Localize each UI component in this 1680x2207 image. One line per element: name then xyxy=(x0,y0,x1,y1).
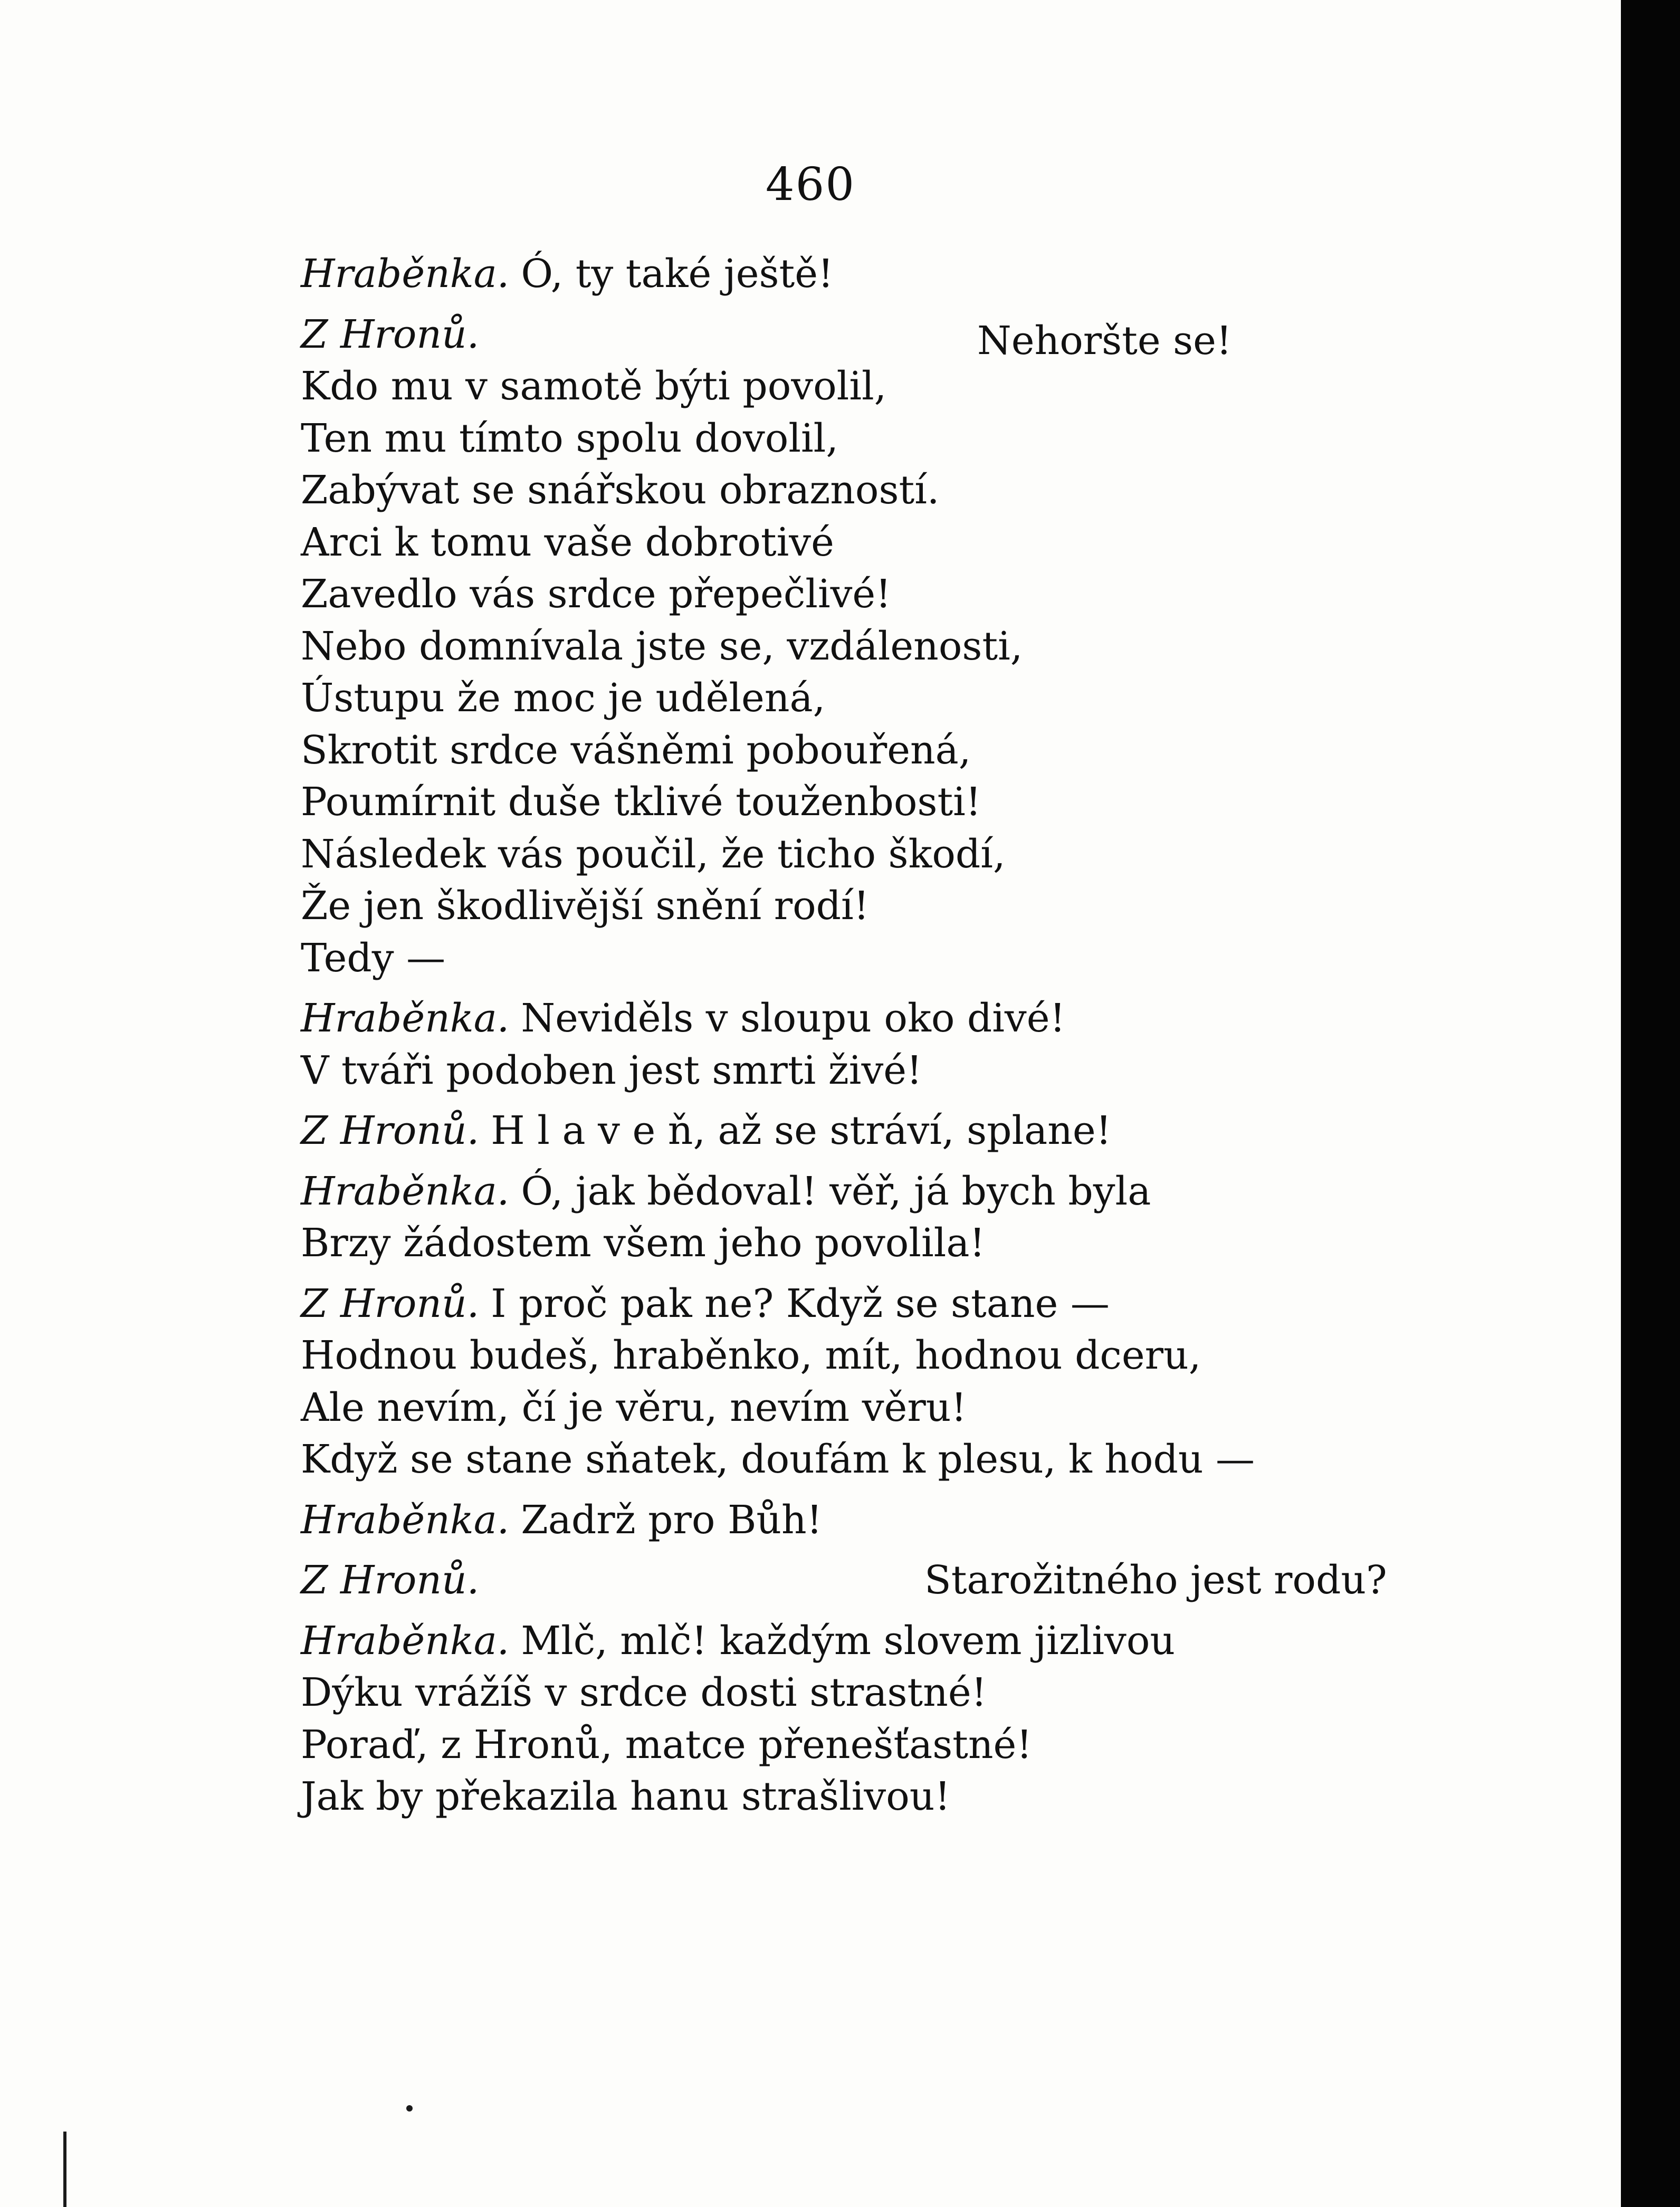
dialogue-text-line: Starožitného jest rodu? xyxy=(924,1558,1387,1603)
dialogue-text xyxy=(301,248,1472,1823)
speaker-name: Hraběnka. xyxy=(301,1168,510,1214)
dialogue-text-line: Ó, ty také ještě! xyxy=(521,251,834,297)
verse-line: Arci k tomu vaše dobrotivé xyxy=(301,519,834,565)
dialogue-line xyxy=(301,1494,1472,1546)
verse-line: Zabývat se snářskou obrazností. xyxy=(301,467,940,513)
dialogue-line xyxy=(301,1165,1472,1218)
verse-line: Že jen škodlivější snění rodí! xyxy=(301,883,870,929)
verse-line: V tváři podoben jest smrti živé! xyxy=(301,1047,922,1093)
verse-line: Zavedlo vás srdce přepečlivé! xyxy=(301,571,891,617)
binding-edge-mark xyxy=(63,2132,66,2207)
scan-edge xyxy=(1621,0,1680,2207)
verse-line: Poraď, z Hronů, matce přenešťastné! xyxy=(301,1722,1033,1767)
dialogue-text-line: Nehoršte se! xyxy=(977,318,1232,364)
verse-line: Následek vás poučil, že ticho škodí, xyxy=(301,831,1006,877)
speaker-name: Z Hronů. xyxy=(301,1558,480,1603)
verse-line: Jak by překazila hanu strašlivou! xyxy=(301,1774,951,1819)
verse-line: Ústupu že moc je udělená, xyxy=(301,675,826,721)
dialogue-line xyxy=(301,1105,1472,1157)
speaker-name: Z Hronů. xyxy=(301,1108,480,1153)
dialogue-text-line: I proč pak ne? Když se stane — xyxy=(491,1281,1110,1326)
dialogue-line xyxy=(301,309,1472,364)
verse-line: Tedy — xyxy=(301,935,446,981)
dialogue-text-line: H l a v e ň, až se stráví, splane! xyxy=(491,1108,1112,1153)
speaker-name: Z Hronů. xyxy=(301,1281,480,1326)
speaker-name: Hraběnka. xyxy=(301,251,510,297)
verse-line: Když se stane sňatek, doufám k plesu, k hodu — xyxy=(301,1437,1255,1482)
dialogue-text-line: Ó, jak bědoval! věř, já bych byla xyxy=(521,1168,1151,1214)
print-speck xyxy=(406,2105,413,2112)
dialogue-text-line: Zadrž pro Bůh! xyxy=(521,1497,823,1543)
verse-line: Hodnou budeš, hraběnko, mít, hodnou dceru, xyxy=(301,1333,1201,1378)
verse-line: Skrotit srdce vášněmi pobouřená, xyxy=(301,727,971,773)
dialogue-line xyxy=(301,1615,1472,1667)
dialogue-line xyxy=(301,1278,1472,1330)
dialogue-line xyxy=(301,1554,1472,1607)
dialogue-text-line: Neviděls v sloupu oko divé! xyxy=(521,996,1066,1041)
speaker-name: Hraběnka. xyxy=(301,1618,510,1664)
speaker-name: Hraběnka. xyxy=(301,1497,510,1543)
dialogue-line xyxy=(301,248,1472,300)
verse-line: Poumírnit duše tklivé touženbosti! xyxy=(301,779,981,825)
page-number: 460 xyxy=(765,158,856,211)
verse-line: Brzy žádostem všem jeho povolila! xyxy=(301,1220,986,1266)
speaker-name: Hraběnka. xyxy=(301,996,510,1041)
verse-line: Ale nevím, čí je věru, nevím věru! xyxy=(301,1384,967,1430)
verse-line: Dýku vrážíš v srdce dosti strastné! xyxy=(301,1670,987,1715)
dialogue-line xyxy=(301,992,1472,1045)
speaker-name: Z Hronů. xyxy=(301,311,480,357)
verse-line: Kdo mu v samotě býti povolil, xyxy=(301,364,887,409)
verse-line: Ten mu tímto spolu dovolil, xyxy=(301,415,838,461)
dialogue-text-line: Mlč, mlč! každým slovem jizlivou xyxy=(521,1618,1176,1664)
verse-line: Nebo domnívala jste se, vzdálenosti, xyxy=(301,623,1023,669)
